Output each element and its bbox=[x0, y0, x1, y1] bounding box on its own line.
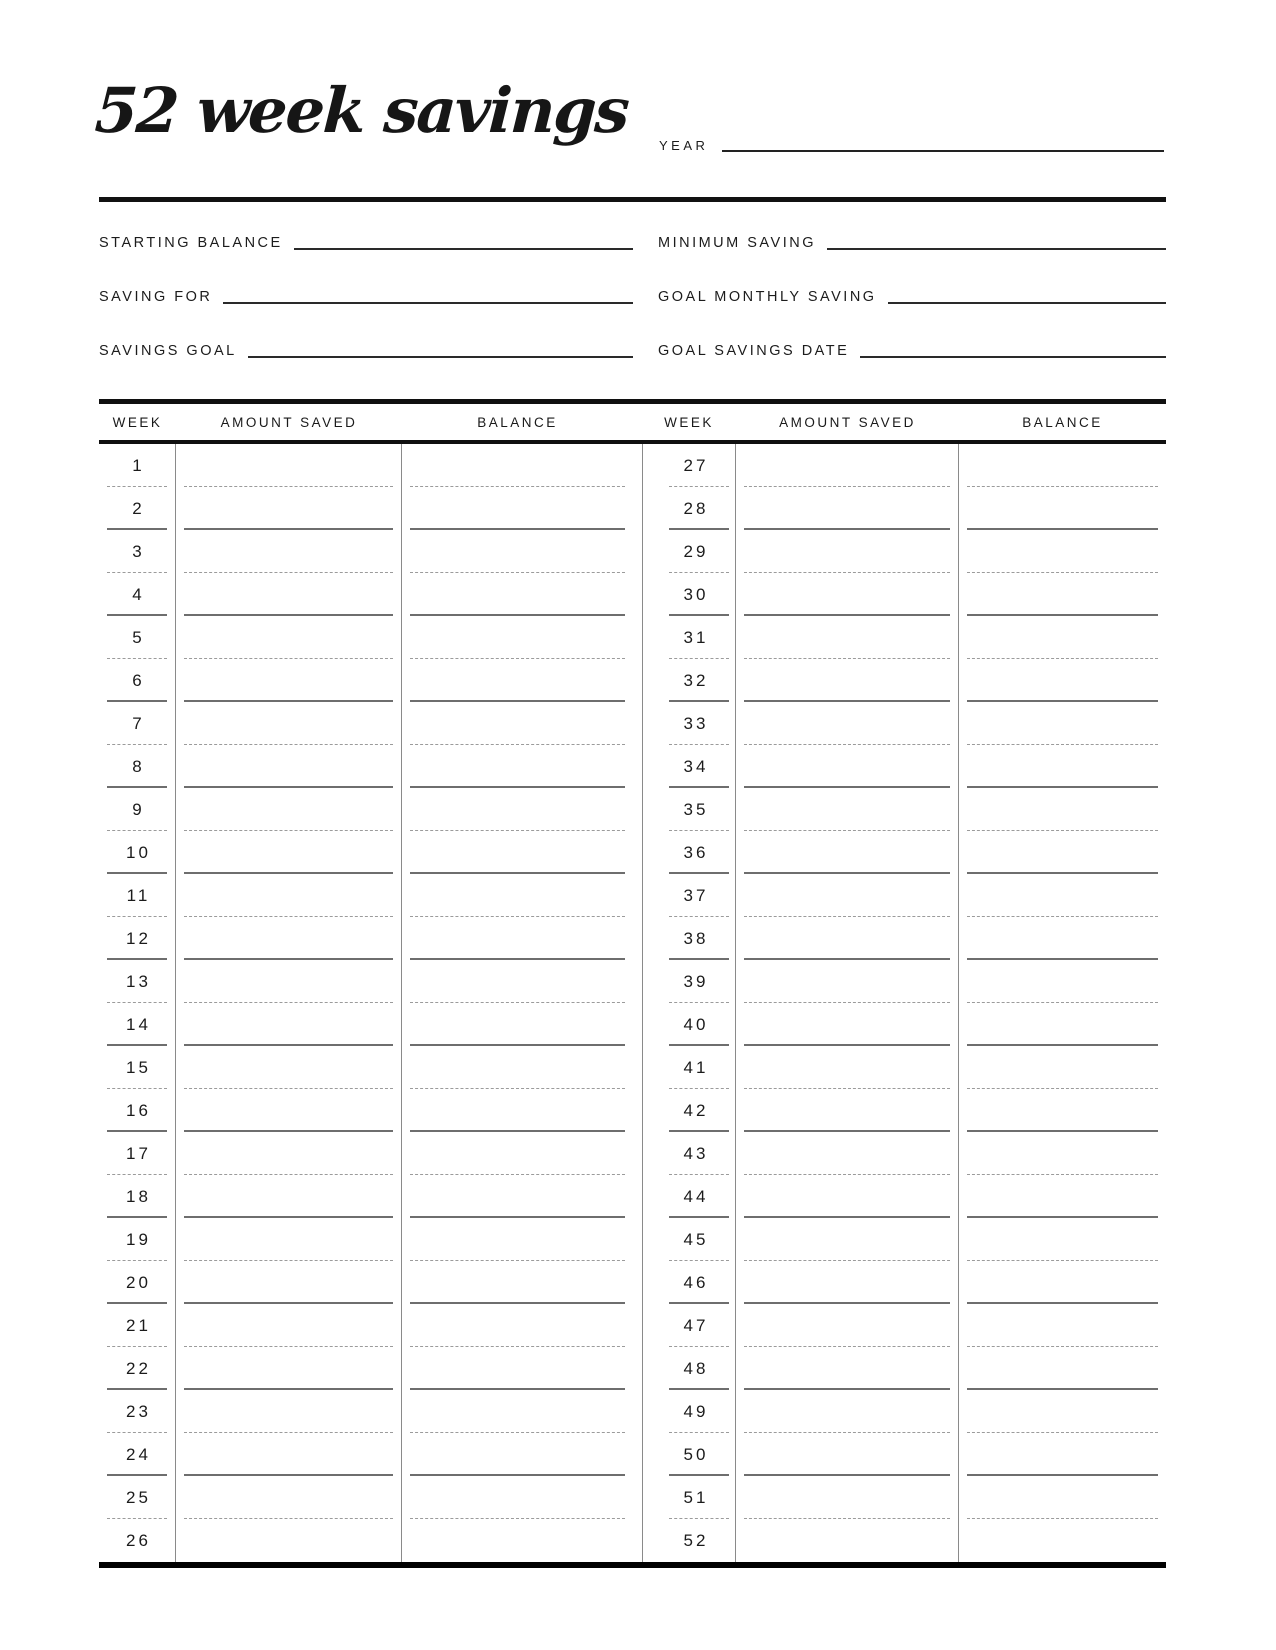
amount-saved-cell bbox=[176, 1218, 402, 1261]
table-row bbox=[99, 874, 633, 917]
week-number-cell: 21 bbox=[99, 1304, 176, 1347]
table-row bbox=[99, 1003, 633, 1046]
balance-cell bbox=[959, 444, 1166, 487]
week-number-cell: 5 bbox=[99, 616, 176, 659]
table-row bbox=[642, 444, 1166, 487]
field-savings-goal bbox=[99, 304, 633, 358]
amount-saved-cell bbox=[736, 659, 959, 702]
balance-cell bbox=[402, 745, 633, 788]
table-row bbox=[642, 1519, 1166, 1562]
field-row bbox=[99, 196, 1166, 250]
table-row bbox=[99, 831, 633, 874]
table-row bbox=[642, 1433, 1166, 1476]
amount-saved-cell bbox=[736, 1304, 959, 1347]
week-number-cell: 43 bbox=[642, 1132, 736, 1175]
amount-saved-cell bbox=[176, 1175, 402, 1218]
table-row bbox=[99, 1132, 633, 1175]
amount-saved-cell bbox=[176, 1132, 402, 1175]
week-number-cell: 50 bbox=[642, 1433, 736, 1476]
amount-saved-cell bbox=[736, 917, 959, 960]
table-row bbox=[642, 530, 1166, 573]
balance-cell bbox=[959, 1519, 1166, 1562]
table-row bbox=[642, 702, 1166, 745]
amount-saved-cell bbox=[736, 1132, 959, 1175]
amount-saved-cell bbox=[176, 616, 402, 659]
amount-saved-cell bbox=[736, 745, 959, 788]
table-row bbox=[99, 917, 633, 960]
balance-cell bbox=[959, 616, 1166, 659]
amount-saved-cell bbox=[736, 1218, 959, 1261]
table-row bbox=[99, 1175, 633, 1218]
balance-cell bbox=[959, 831, 1166, 874]
amount-saved-cell bbox=[176, 1519, 402, 1562]
balance-cell bbox=[402, 874, 633, 917]
amount-saved-cell bbox=[736, 487, 959, 530]
table-row bbox=[99, 1390, 633, 1433]
savings-table bbox=[99, 399, 1166, 1568]
week-number-cell: 2 bbox=[99, 487, 176, 530]
amount-saved-cell bbox=[736, 1476, 959, 1519]
balance-cell bbox=[959, 917, 1166, 960]
field-label: STARTING BALANCE bbox=[99, 234, 283, 251]
week-number-cell: 38 bbox=[642, 917, 736, 960]
header-week-label: WEEK bbox=[664, 414, 714, 430]
amount-saved-cell bbox=[176, 917, 402, 960]
balance-cell bbox=[402, 1003, 633, 1046]
week-number-cell: 36 bbox=[642, 831, 736, 874]
amount-saved-cell bbox=[176, 1390, 402, 1433]
week-number-cell: 42 bbox=[642, 1089, 736, 1132]
field-row bbox=[99, 304, 1166, 358]
balance-cell bbox=[402, 1046, 633, 1089]
amount-saved-cell bbox=[176, 831, 402, 874]
table-row bbox=[99, 1304, 633, 1347]
table-row bbox=[642, 1003, 1166, 1046]
balance-cell bbox=[402, 1476, 633, 1519]
table-header-right bbox=[642, 404, 1166, 440]
table-row bbox=[99, 444, 633, 487]
amount-saved-cell bbox=[736, 1175, 959, 1218]
table-body bbox=[99, 444, 1166, 1562]
amount-saved-cell bbox=[176, 1046, 402, 1089]
week-number-cell: 22 bbox=[99, 1347, 176, 1390]
table-row bbox=[642, 1089, 1166, 1132]
week-number-cell: 7 bbox=[99, 702, 176, 745]
balance-cell bbox=[959, 1175, 1166, 1218]
week-number-cell: 28 bbox=[642, 487, 736, 530]
balance-cell bbox=[402, 530, 633, 573]
balance-cell bbox=[402, 702, 633, 745]
table-row bbox=[642, 788, 1166, 831]
week-number-cell: 11 bbox=[99, 874, 176, 917]
week-number-cell: 14 bbox=[99, 1003, 176, 1046]
amount-saved-cell bbox=[736, 530, 959, 573]
balance-cell bbox=[959, 702, 1166, 745]
week-number-cell: 24 bbox=[99, 1433, 176, 1476]
amount-saved-cell bbox=[736, 702, 959, 745]
week-number-cell: 1 bbox=[99, 444, 176, 487]
table-row bbox=[99, 960, 633, 1003]
table-row bbox=[642, 1261, 1166, 1304]
table-row bbox=[642, 1175, 1166, 1218]
table-row bbox=[99, 616, 633, 659]
amount-saved-cell bbox=[176, 874, 402, 917]
week-number-cell: 13 bbox=[99, 960, 176, 1003]
week-number-cell: 8 bbox=[99, 745, 176, 788]
table-row bbox=[99, 1089, 633, 1132]
amount-saved-cell bbox=[736, 788, 959, 831]
balance-cell bbox=[959, 1261, 1166, 1304]
table-row bbox=[99, 487, 633, 530]
balance-cell bbox=[402, 1261, 633, 1304]
week-number-cell: 49 bbox=[642, 1390, 736, 1433]
balance-cell bbox=[402, 1390, 633, 1433]
balance-cell bbox=[402, 659, 633, 702]
balance-cell bbox=[959, 1476, 1166, 1519]
amount-saved-cell bbox=[736, 1003, 959, 1046]
week-number-cell: 17 bbox=[99, 1132, 176, 1175]
balance-cell bbox=[402, 616, 633, 659]
amount-saved-cell bbox=[176, 444, 402, 487]
week-number-cell: 31 bbox=[642, 616, 736, 659]
week-number-cell: 44 bbox=[642, 1175, 736, 1218]
week-number-cell: 4 bbox=[99, 573, 176, 616]
balance-cell bbox=[959, 530, 1166, 573]
field-label: GOAL MONTHLY SAVING bbox=[658, 288, 877, 305]
week-number-cell: 18 bbox=[99, 1175, 176, 1218]
balance-cell bbox=[959, 1390, 1166, 1433]
table-row bbox=[99, 1046, 633, 1089]
header-amount-saved-label: AMOUNT SAVED bbox=[220, 414, 358, 430]
week-number-cell: 30 bbox=[642, 573, 736, 616]
week-number-cell: 45 bbox=[642, 1218, 736, 1261]
amount-saved-cell bbox=[736, 1261, 959, 1304]
table-row bbox=[642, 745, 1166, 788]
balance-cell bbox=[959, 1003, 1166, 1046]
amount-saved-cell bbox=[176, 960, 402, 1003]
fill-in-line bbox=[860, 356, 1166, 358]
table-row bbox=[642, 917, 1166, 960]
week-number-cell: 25 bbox=[99, 1476, 176, 1519]
week-number-cell: 12 bbox=[99, 917, 176, 960]
table-row bbox=[642, 1132, 1166, 1175]
balance-cell bbox=[402, 573, 633, 616]
balance-cell bbox=[959, 874, 1166, 917]
balance-cell bbox=[402, 1347, 633, 1390]
week-number-cell: 9 bbox=[99, 788, 176, 831]
table-row bbox=[642, 874, 1166, 917]
amount-saved-cell bbox=[176, 1304, 402, 1347]
week-number-cell: 47 bbox=[642, 1304, 736, 1347]
week-number-cell: 3 bbox=[99, 530, 176, 573]
header-week-label: WEEK bbox=[112, 414, 163, 430]
field-row bbox=[99, 250, 1166, 304]
fill-in-line bbox=[248, 356, 633, 358]
field-saving-for bbox=[99, 250, 633, 304]
amount-saved-cell bbox=[736, 616, 959, 659]
balance-cell bbox=[959, 960, 1166, 1003]
week-number-cell: 35 bbox=[642, 788, 736, 831]
table-row bbox=[99, 1261, 633, 1304]
amount-saved-cell bbox=[736, 874, 959, 917]
amount-saved-cell bbox=[176, 1261, 402, 1304]
week-number-cell: 23 bbox=[99, 1390, 176, 1433]
week-number-cell: 20 bbox=[99, 1261, 176, 1304]
balance-cell bbox=[959, 745, 1166, 788]
balance-cell bbox=[402, 788, 633, 831]
table-row bbox=[99, 1476, 633, 1519]
table-row bbox=[99, 1218, 633, 1261]
table-row bbox=[99, 1347, 633, 1390]
balance-cell bbox=[959, 573, 1166, 616]
header-balance-label: BALANCE bbox=[477, 414, 558, 430]
amount-saved-cell bbox=[736, 444, 959, 487]
balance-cell bbox=[959, 1304, 1166, 1347]
week-number-cell: 6 bbox=[99, 659, 176, 702]
week-number-cell: 33 bbox=[642, 702, 736, 745]
amount-saved-cell bbox=[176, 788, 402, 831]
page-title: 52 week savings bbox=[93, 74, 630, 147]
week-number-cell: 26 bbox=[99, 1519, 176, 1562]
balance-cell bbox=[959, 1347, 1166, 1390]
field-minimum-saving bbox=[658, 196, 1166, 250]
field-label: SAVINGS GOAL bbox=[99, 342, 237, 359]
table-header bbox=[99, 404, 1166, 440]
balance-cell bbox=[402, 960, 633, 1003]
amount-saved-cell bbox=[736, 1347, 959, 1390]
table-row bbox=[99, 1433, 633, 1476]
page-content bbox=[93, 0, 1166, 1650]
balance-cell bbox=[959, 1089, 1166, 1132]
amount-saved-cell bbox=[176, 487, 402, 530]
amount-saved-cell bbox=[736, 1519, 959, 1562]
week-number-cell: 48 bbox=[642, 1347, 736, 1390]
amount-saved-cell bbox=[176, 1476, 402, 1519]
amount-saved-cell bbox=[176, 702, 402, 745]
week-number-cell: 29 bbox=[642, 530, 736, 573]
table-row bbox=[642, 1304, 1166, 1347]
table-bottom-rule bbox=[99, 1562, 1166, 1568]
field-goal-monthly-saving bbox=[658, 250, 1166, 304]
week-number-cell: 39 bbox=[642, 960, 736, 1003]
table-row bbox=[642, 1218, 1166, 1261]
week-number-cell: 32 bbox=[642, 659, 736, 702]
amount-saved-cell bbox=[176, 1089, 402, 1132]
field-starting-balance bbox=[99, 196, 633, 250]
field-label: SAVING FOR bbox=[99, 288, 213, 305]
week-number-cell: 27 bbox=[642, 444, 736, 487]
balance-cell bbox=[402, 1132, 633, 1175]
balance-cell bbox=[959, 788, 1166, 831]
balance-cell bbox=[402, 487, 633, 530]
amount-saved-cell bbox=[176, 745, 402, 788]
amount-saved-cell bbox=[736, 1089, 959, 1132]
balance-cell bbox=[959, 1218, 1166, 1261]
field-goal-savings-date bbox=[658, 304, 1166, 358]
table-row bbox=[99, 702, 633, 745]
balance-cell bbox=[402, 444, 633, 487]
week-number-cell: 10 bbox=[99, 831, 176, 874]
table-row bbox=[642, 1476, 1166, 1519]
week-number-cell: 34 bbox=[642, 745, 736, 788]
balance-cell bbox=[959, 1433, 1166, 1476]
table-row bbox=[642, 1390, 1166, 1433]
year-field bbox=[659, 126, 1164, 152]
balance-cell bbox=[402, 1218, 633, 1261]
table-row bbox=[99, 1519, 633, 1562]
table-half-right bbox=[642, 444, 1166, 1562]
table-half-left bbox=[99, 444, 633, 1562]
year-label: YEAR bbox=[659, 138, 709, 153]
week-number-cell: 15 bbox=[99, 1046, 176, 1089]
amount-saved-cell bbox=[176, 1347, 402, 1390]
week-number-cell: 52 bbox=[642, 1519, 736, 1562]
year-fill-in-line bbox=[722, 150, 1164, 152]
amount-saved-cell bbox=[736, 1390, 959, 1433]
balance-cell bbox=[959, 659, 1166, 702]
table-row bbox=[99, 788, 633, 831]
table-row bbox=[642, 1046, 1166, 1089]
field-label: MINIMUM SAVING bbox=[658, 234, 816, 251]
balance-cell bbox=[402, 1519, 633, 1562]
header-amount-saved-label: AMOUNT SAVED bbox=[779, 414, 916, 430]
header-balance-label: BALANCE bbox=[1022, 414, 1103, 430]
table-header-left bbox=[99, 404, 633, 440]
balance-cell bbox=[959, 1132, 1166, 1175]
table-row bbox=[642, 659, 1166, 702]
table-row bbox=[99, 530, 633, 573]
table-row bbox=[99, 659, 633, 702]
amount-saved-cell bbox=[736, 960, 959, 1003]
week-number-cell: 46 bbox=[642, 1261, 736, 1304]
balance-cell bbox=[402, 1304, 633, 1347]
table-row bbox=[642, 960, 1166, 1003]
amount-saved-cell bbox=[176, 573, 402, 616]
field-label: GOAL SAVINGS DATE bbox=[658, 342, 850, 359]
balance-cell bbox=[402, 1089, 633, 1132]
balance-cell bbox=[959, 487, 1166, 530]
table-row bbox=[99, 573, 633, 616]
week-number-cell: 16 bbox=[99, 1089, 176, 1132]
week-number-cell: 37 bbox=[642, 874, 736, 917]
amount-saved-cell bbox=[176, 1003, 402, 1046]
amount-saved-cell bbox=[176, 530, 402, 573]
balance-cell bbox=[402, 917, 633, 960]
balance-cell bbox=[402, 1175, 633, 1218]
amount-saved-cell bbox=[736, 573, 959, 616]
week-number-cell: 51 bbox=[642, 1476, 736, 1519]
table-row bbox=[99, 745, 633, 788]
balance-cell bbox=[402, 1433, 633, 1476]
table-row bbox=[642, 573, 1166, 616]
amount-saved-cell bbox=[736, 1433, 959, 1476]
table-row bbox=[642, 1347, 1166, 1390]
week-number-cell: 40 bbox=[642, 1003, 736, 1046]
table-row bbox=[642, 487, 1166, 530]
amount-saved-cell bbox=[176, 659, 402, 702]
table-row bbox=[642, 616, 1166, 659]
amount-saved-cell bbox=[736, 1046, 959, 1089]
amount-saved-cell bbox=[176, 1433, 402, 1476]
balance-cell bbox=[959, 1046, 1166, 1089]
balance-cell bbox=[402, 831, 633, 874]
week-number-cell: 41 bbox=[642, 1046, 736, 1089]
summary-fields bbox=[99, 196, 1166, 358]
amount-saved-cell bbox=[736, 831, 959, 874]
week-number-cell: 19 bbox=[99, 1218, 176, 1261]
table-row bbox=[642, 831, 1166, 874]
